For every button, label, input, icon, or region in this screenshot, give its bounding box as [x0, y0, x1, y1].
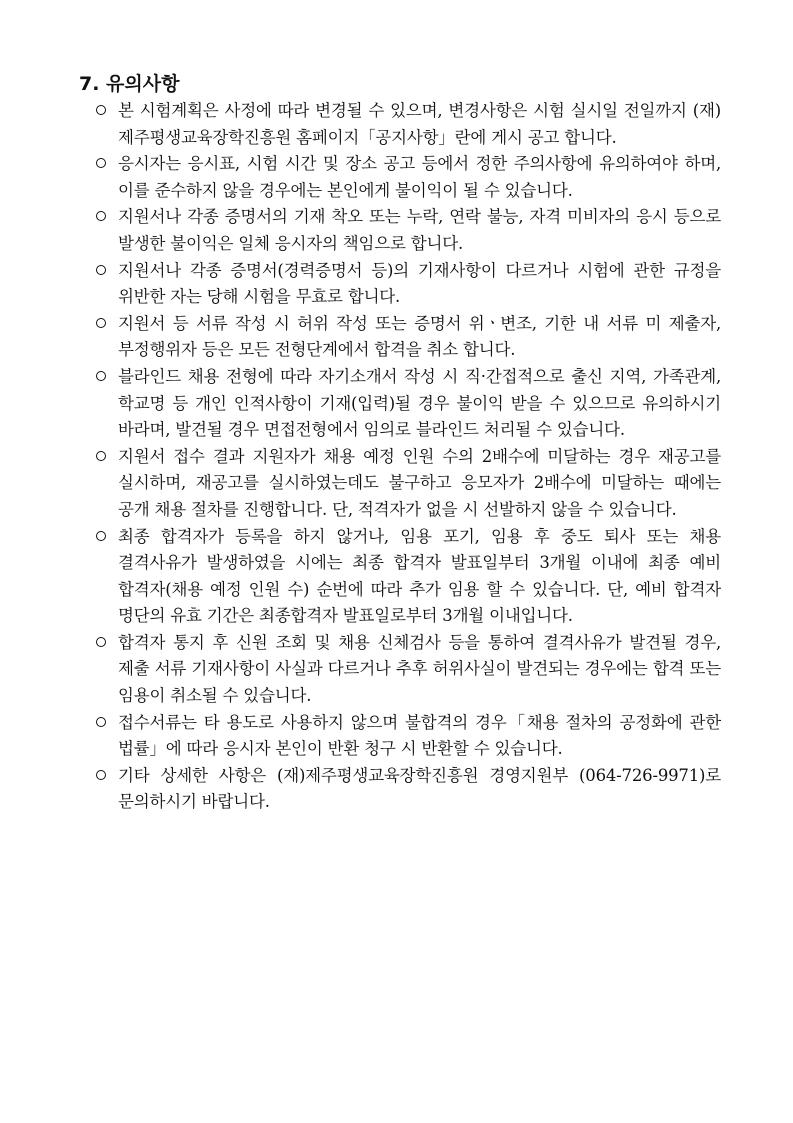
notice-item	[96, 630, 721, 710]
notice-text: 본 시험계획은 사정에 따라 변경될 수 있으며, 변경사항은 시험 실시일 전일까지 (재)제주평생교육장학진흥원 홈페이지「공지사항」란에 게시 공고 합니다.	[118, 101, 721, 147]
notice-item	[96, 151, 721, 204]
notice-item	[96, 524, 721, 630]
notice-text: 지원서나 각종 증명서(경력증명서 등)의 기재사항이 다르거나 시험에 관한 규정을 위반한 자는 당해 시험을 무효로 합니다.	[118, 260, 721, 307]
notice-item	[96, 98, 721, 151]
notice-text: 블라인드 채용 전형에 따라 자기소개서 작성 시 직·간접적으로 출신 지역, 가족관계, 학교명 등 개인 인적사항이 기재(입력)될 경우 불이익 받을 수 있으므로 유의하시기 바라며, 발견될 경우 면접전형에서 임의로 블라인드 처리될 수 있습니다.	[118, 366, 721, 440]
circle-bullet-icon	[96, 105, 106, 115]
circle-bullet-icon	[96, 770, 106, 780]
notice-text: 지원서 등 서류 작성 시 허위 작성 또는 증명서 위ㆍ변조, 기한 내 서류 미 제출자, 부정행위자 등은 모든 전형단계에서 합격을 취소 합니다.	[118, 313, 721, 360]
notice-list	[96, 98, 721, 816]
notice-text: 최종 합격자가 등록을 하지 않거나, 임용 포기, 임용 후 중도 퇴사 또는 채용 결격사유가 발생하였을 시에는 최종 합격자 발표일부터 3개월 이내에 최종 예비 합격자(채용 예정 인원 수) 순번에 따라 추가 임용 할 수 있습니다. 단, 예비 합격자 명단의 유효 기간은 최종합격자 발표일로부터 3개월 이내입니다.	[118, 526, 721, 626]
notice-text: 접수서류는 타 용도로 사용하지 않으며 불합격의 경우「채용 절차의 공정화에 관한 법률」에 따라 응시자 본인이 반환 청구 시 반환할 수 있습니다.	[118, 712, 721, 759]
circle-bullet-icon	[96, 158, 106, 168]
notice-item	[96, 311, 721, 364]
section-title: 7. 유의사항	[79, 73, 180, 95]
notice-item	[96, 710, 721, 763]
circle-bullet-icon	[96, 451, 106, 461]
notice-item	[96, 444, 721, 524]
notice-text: 지원서나 각종 증명서의 기재 착오 또는 누락, 연락 불능, 자격 미비자의 응시 등으로 발생한 불이익은 일체 응시자의 책임으로 합니다.	[118, 207, 721, 253]
circle-bullet-icon	[96, 531, 106, 541]
circle-bullet-icon	[96, 211, 106, 221]
notice-item	[96, 258, 721, 311]
notice-text: 합격자 통지 후 신원 조회 및 채용 신체검사 등을 통하여 결격사유가 발견될 경우, 제출 서류 기재사항이 사실과 다르거나 추후 허위사실이 발견되는 경우에는 합격 또는 임용이 취소될 수 있습니다.	[118, 632, 721, 706]
notice-text: 응시자는 응시표, 시험 시간 및 장소 공고 등에서 정한 주의사항에 유의하여야 하며, 이를 준수하지 않을 경우에는 본인에게 불이익이 될 수 있습니다.	[118, 154, 721, 200]
circle-bullet-icon	[96, 637, 106, 647]
circle-bullet-icon	[96, 318, 106, 328]
circle-bullet-icon	[96, 371, 106, 381]
notice-text: 지원서 접수 결과 지원자가 채용 예정 인원 수의 2배수에 미달하는 경우 재공고를 실시하며, 재공고를 실시하였는데도 불구하고 응모자가 2배수에 미달하는 때에는 공개 채용 절차를 진행합니다. 단, 적격자가 없을 시 선발하지 않을 수 있습니다.	[118, 446, 721, 519]
circle-bullet-icon	[96, 265, 106, 275]
circle-bullet-icon	[96, 717, 106, 727]
notice-text: 기타 상세한 사항은 (재)제주평생교육장학진흥원 경영지원부 (064-726-9971)로 문의하시기 바랍니다.	[118, 765, 721, 812]
notice-item	[96, 204, 721, 257]
notice-item	[96, 763, 721, 816]
notice-item	[96, 364, 721, 444]
